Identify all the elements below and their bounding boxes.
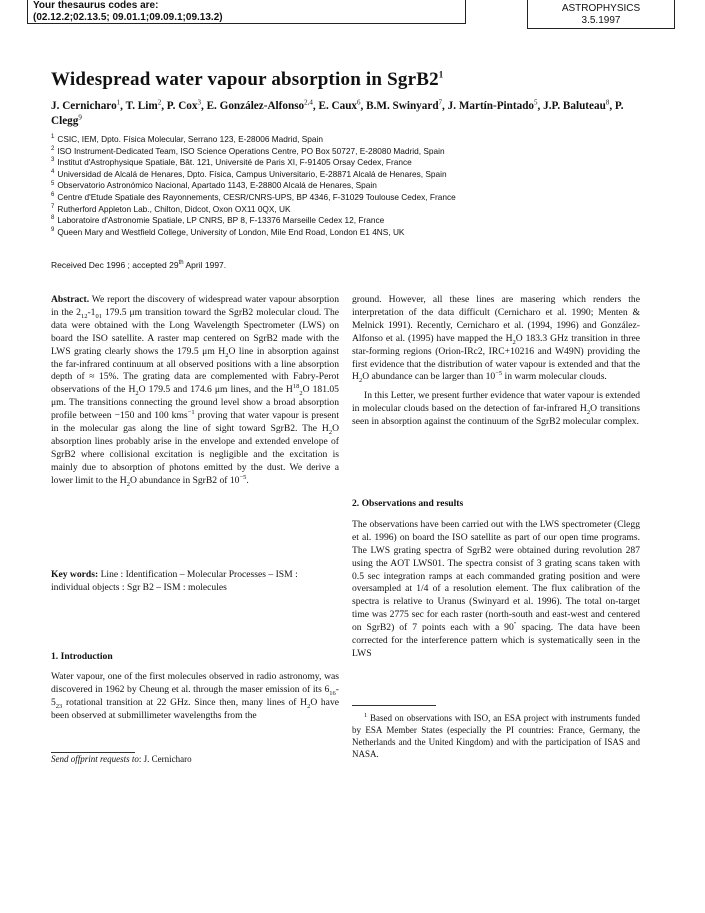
offprint-request: Send offprint requests to: J. Cernicharo bbox=[51, 754, 192, 764]
affiliation: $^6$ Centre d'Etude Spatiale des Rayonnements, CESR/CNRS-UPS, BP 4346, F-31029 Toulouse Cedex, France bbox=[51, 191, 456, 202]
title-footnote: $^1$ Based on observations with ISO, an ESA project with instruments funded by ESA Member States (especially the PI countries: France, Germany, the Netherlands and the United Kingdom) and with the participation of ISAS and NASA. bbox=[352, 712, 640, 759]
abstract: Abstract. We report the discovery of widespread water vapour absorption in the $2_{12}-1_{01}$ 179.5 μm transition toward the SgrB2 molecular cloud. The data were obtained with the Long Wavelength Spectrometer (LWS) on board the ISO satellite. A raster map centered on SgrB2 made with the LWS grating clearly shows the 179.5 μm $H_2O$ line in absorption against the far-infrared continuum at all observed positions with a line absorption depth of ≈ 15%. The grating data are complemented with Fabry-Perot observations of the $H_2O$ 179.5 and 174.6 μm lines, and the $H^{18}_2O$ 181.05 μm. The transitions connecting the ground level show a broad absorption profile between −150 and 100 kms$^{-1}$ proving that water vapour is present in the molecular gas along the line of sight toward SgrB2. The $H_2O$ absorption lines probably arise in the envelope and extended envelope of SgrB2 where collisional excitation is negligible and the excitation is mainly due to absorption of photons emitted by the dust. We derive a lower limit to the $H_2O$ abundance in SgrB2 of $10^{-5}$. bbox=[51, 294, 339, 488]
author-affil: 6 bbox=[357, 98, 361, 107]
affiliation: $^9$ Queen Mary and Westfield College, University of London, Mile End Road, London E1 4NS, UK bbox=[51, 226, 405, 237]
affiliation: $^7$ Rutherford Appleton Lab., Chilton, Didcot, Oxon OX11 0QX, UK bbox=[51, 203, 291, 214]
section-heading: 2. Observations and results bbox=[352, 498, 464, 509]
author: P. Cox bbox=[166, 100, 198, 112]
abstract-label: Abstract. bbox=[51, 294, 90, 305]
section-heading: 1. Introduction bbox=[51, 651, 113, 662]
thesaurus-codes: (02.12.2;02.13.5; 09.01.1;09.09.1;09.13.2) bbox=[33, 12, 223, 23]
author-list: J. Cernicharo$^1$, T. Lim$^2$, P. Cox$^3$, E. González-Alfonso$^{2,4}$, E. Caux$^6$, B.M. Swinyard$^7$, J. Martín-Pintado$^5$, J.P. Baluteau$^8$, P. Clegg$^9$ bbox=[51, 98, 624, 127]
affiliation: $^3$ Institut d'Astrophysique Spatiale, Bât. 121, Université de Paris XI, F-91405 Orsay Cedex, France bbox=[51, 157, 412, 168]
paper-title bbox=[51, 69, 651, 91]
author: J.P. Baluteau bbox=[543, 100, 606, 112]
author: T. Lim bbox=[125, 100, 158, 112]
author: J. Martín-Pintado bbox=[447, 100, 535, 112]
journal-date: 3.5.1997 bbox=[581, 15, 621, 26]
section-introduction: 1. Introduction Water vapour, one of the first molecules observed in radio astronomy, was discovered in 1962 by Cheung et al. through the maser emission of its $6_{16}-5_{23}$ rotational transition at 22 GHz. Since then, many lines of $H_2O$ have been observed at submillimeter wavelengths from the bbox=[51, 651, 340, 721]
affiliation: $^8$ Laboratoire d'Astronomie Spatiale, LP CNRS, BP 8, F-13376 Marseille Cedex 12, France bbox=[51, 215, 385, 226]
affiliation: $^1$ CSIC, IEM, Dpto. Física Molecular, Serrano 123, E-28006 Madrid, Spain bbox=[51, 134, 323, 144]
affiliation: $^4$ Universidad de Alcalá de Henares, Dpto. Física, Campus Universitario, E-28871 Alcalá de Henares, Spain bbox=[51, 168, 447, 179]
paper-title-text: Widespread water vapour absorption in SgrB2 bbox=[51, 69, 439, 90]
title-footnote-mark: 1 bbox=[438, 69, 444, 80]
author-affil: 7 bbox=[438, 98, 443, 107]
author: E. Caux bbox=[318, 100, 358, 112]
journal-name: ASTROPHYSICS bbox=[561, 3, 641, 14]
affiliation-list bbox=[51, 134, 651, 238]
author: J. Cernicharo bbox=[51, 100, 117, 112]
author: P. Clegg bbox=[51, 100, 624, 127]
author-affil: 5 bbox=[534, 98, 538, 107]
journal-box bbox=[527, 0, 675, 29]
author-affil: 9 bbox=[78, 113, 82, 122]
section-observations: 2. Observations and results The observations have been carried out with the LWS spectrometer (Clegg et al. 1996) on board the ISO satellite as part of our open time programs. The LWS grating spectra of SgrB2 were obtained during revolution 287 using the AOT LWS01. The spectra consist of 3 grating scans taken with 0.5 sec integration ramps at each commanded grating position and were oversampled at 1/4 of a resolution element. The flux calibration of the spectra is relative to Uranus (Swinyard et al. 1996). The total on-target time was 2775 sec for each raster (north-south and east-west and centered on SgrB2) of 7 points each with a 90″ spacing. The data have been corrected for the interference pattern which is systematically seen in the LWS bbox=[352, 498, 640, 659]
thesaurus-codes-box bbox=[27, 0, 466, 24]
author: B.M. Swinyard bbox=[366, 100, 439, 112]
affiliation: $^2$ ISO Instrument-Dedicated Team, ISO Science Operations Centre, PO Box 50727, E-28080 Madrid, Spain bbox=[51, 145, 445, 156]
author-affil: 2 bbox=[157, 98, 162, 107]
right-column-text: ground. However, all these lines are masering which renders the interpretation of the data difficult (Cernicharo et al. 1990; Menten & Melnick 1991). Recently, Cernicharo et al. (1994, 1996) and González-Alfonso et al. (1995) have mapped the $H_2O$ 183.3 GHz transition in three star-forming regions (Orion-IRc2, IRC+10216 and W49N) providing the first evidence that the distribution of water vapour is extended and that the $H_2O$ abundance can be larger than $10^{-5}$ in warm molecular clouds. In this Letter, we present further evidence that water vapour is extended in molecular clouds based on the detection of far-infrared $H_2O$ transitions seen in absorption against the continuum of the SgrB2 molecular complex. bbox=[352, 294, 640, 428]
thesaurus-label: Your thesaurus codes are: bbox=[33, 0, 159, 11]
affiliation: $^5$ Observatorio Astronómico Nacional, Apartado 1143, E-28800 Alcalá de Henares, Spain bbox=[51, 180, 377, 191]
keywords-label: Key words: bbox=[51, 569, 99, 580]
author-affil: 8 bbox=[605, 98, 610, 107]
author-affil: 2,4 bbox=[304, 98, 313, 107]
author-affil: 1 bbox=[116, 98, 121, 107]
author-affil: 3 bbox=[197, 98, 201, 107]
footnote-divider bbox=[51, 752, 135, 753]
author: E. González-Alfonso bbox=[206, 100, 305, 112]
keywords: Key words: Line : Identification – Molecular Processes – ISM : individual objects : Sgr B2 – ISM : molecules bbox=[51, 569, 298, 593]
received-date: Received Dec 1996 ; accepted 29th April 1997. bbox=[51, 260, 227, 270]
footnote-divider bbox=[352, 705, 436, 706]
